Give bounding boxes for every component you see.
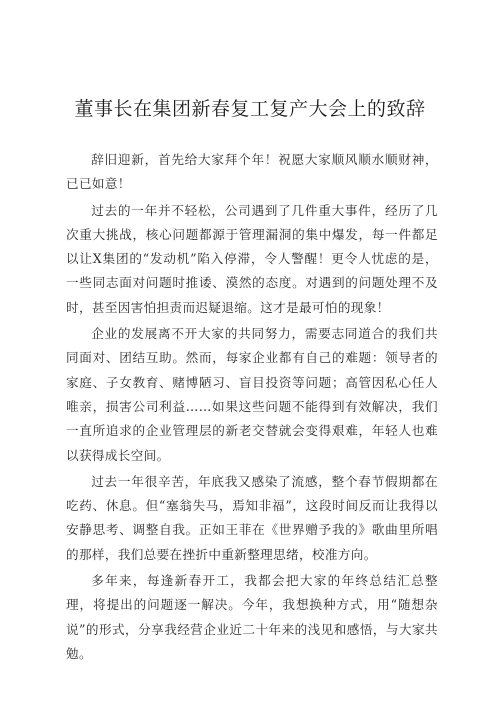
document-title: 董事长在集团新春复工复产大会上的致辞 xyxy=(74,98,426,120)
document-body xyxy=(66,148,438,668)
paragraph-1: 辞旧迎新，首先给大家拜个年！祝愿大家顺风顺水顺财神，已已如意！ xyxy=(66,152,438,192)
paragraph-5: 多年来，每逢新春开工，我都会把大家的年终总结汇总整理，将提出的问题逐一解决。今年，我想换种方式，用“随想杂说”的形式，分享我经营企业近二十年来的浅见和感悟，与大家共勉。 xyxy=(66,573,438,661)
paragraph-2: 过去的一年并不轻松，公司遇到了几件重大事件，经历了几次重大挑战，核心问题都源于管理漏洞的集中爆发，每一件都足以让X集团的“发动机”陷入停滞，令人警醒！更令人忧虑的是，一些同志面对问题时推诿、漠然的态度。对遇到的问题处理不及时，甚至因害怕担责而迟疑退缩。这才是最可怕的现象！ xyxy=(66,202,438,315)
paragraph-3: 企业的发展离不开大家的共同努力，需要志同道合的我们共同面对、团结互助。然而，每家企业都有自己的难题：领导者的家庭、子女教育、赌博陋习、盲目投资等问题；高管因私心任人唯亲，损害公司利益……如果这些问题不能得到有效解决，我们一直所追求的企业管理层的新老交替就会变得艰难，年轻人也难以获得成长空间。 xyxy=(66,326,438,463)
paragraph-4: 过去一年很辛苦，年底我又感染了流感，整个春节假期都在吃药、休息。但“塞翁失马，焉知非福”，这段时间反而让我得以安静思考、调整自我。正如王菲在《世界赠予我的》歌曲里所唱的那样，我们总要在挫折中重新整理思绪，校准方向。 xyxy=(66,473,438,562)
